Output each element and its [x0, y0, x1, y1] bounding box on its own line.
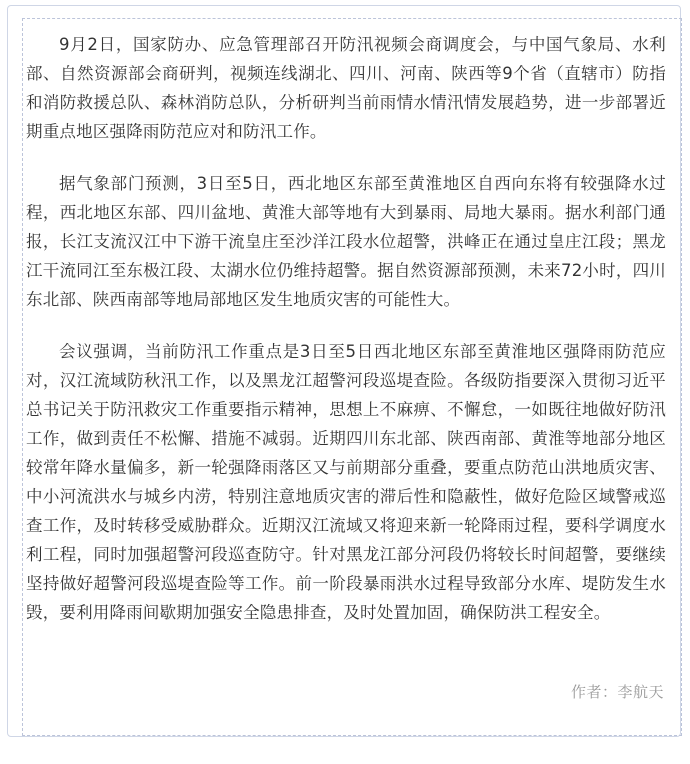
article-paragraph-3: 会议强调，当前防汛工作重点是3日至5日西北地区东部至黄淮地区强降雨防范应对，汉江流域防秋汛工作，以及黑龙江超警河段巡堤查险。各级防指要深入贯彻习近平总书记关于防汛救灾工作重要指示精神，思想上不麻痹、不懈怠，一如既往地做好防汛工作，做到责任不松懈、措施不减弱。近期四川东北部、陕西南部、黄淮等地部分地区较常年降水量偏多，新一轮强降雨落区又与前期部分重叠，要重点防范山洪地质灾害、中小河流洪水与城乡内涝，特别注意地质灾害的滞后性和隐蔽性，做好危险区域警戒巡查工作，及时转移受威胁群众。近期汉江流域又将迎来新一轮降雨过程，要科学调度水利工程，同时加强超警河段巡查防守。针对黑龙江部分河段仍将较长时间超警，要继续坚持做好超警河段巡堤查险等工作。前一阶段暴雨洪水过程导致部分水库、堤防发生水毁，要利用降雨间歇期加强安全隐患排查，及时处置加固，确保防洪工程安全。	[26, 342, 666, 622]
article-paragraph-1: 9月2日，国家防办、应急管理部召开防汛视频会商调度会，与中国气象局、水利部、自然资源部会商研判，视频连线湖北、四川、河南、陕西等9个省（直辖市）防指和消防救援总队、森林消防总队，分析研判当前雨情水情汛情发展趋势，进一步部署近期重点地区强降雨防范应对和防汛工作。	[26, 35, 666, 141]
article-paragraph-2: 据气象部门预测，3日至5日，西北地区东部至黄淮地区自西向东将有较强降水过程，西北地区东部、四川盆地、黄淮大部等地有大到暴雨、局地大暴雨。据水利部门通报，长江支流汉江中下游干流皇庄至沙洋江段水位超警，洪峰正在通过皇庄江段；黑龙江干流同江至东极江段、太湖水位仍维持超警。据自然资源部预测，未来72小时，四川东北部、陕西南部等地局部地区发生地质灾害的可能性大。	[26, 174, 666, 309]
author-credit: 作者：李航天	[570, 683, 664, 701]
article-body	[26, 30, 666, 650]
